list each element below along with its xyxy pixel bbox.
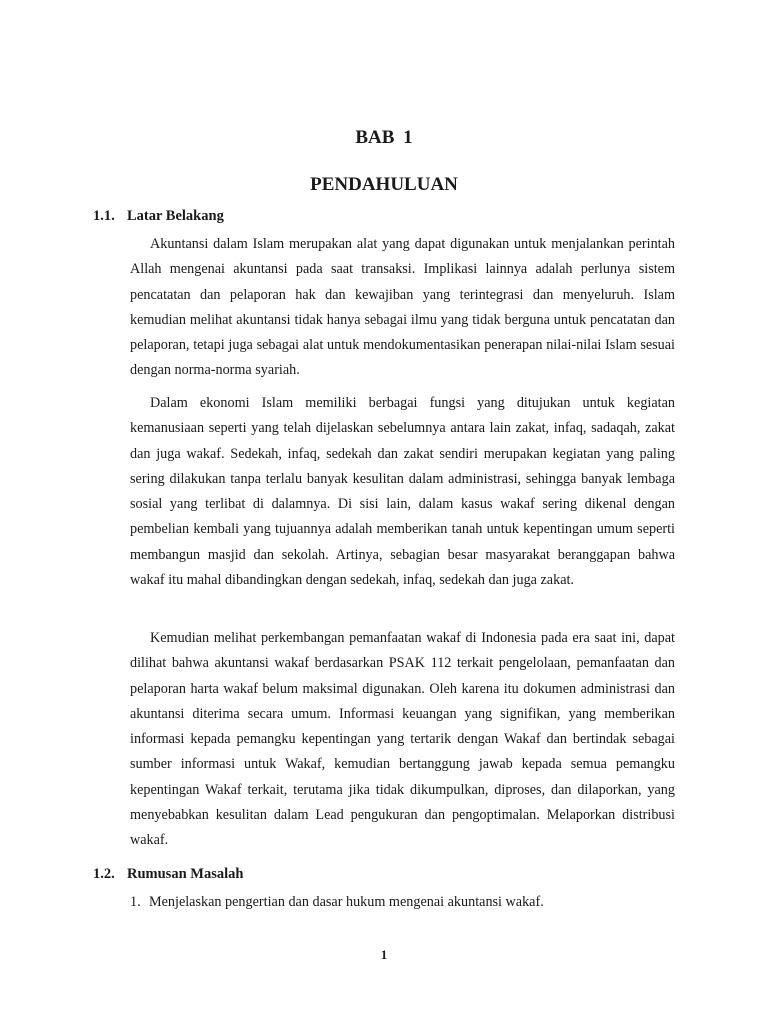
section-title: Latar Belakang	[127, 208, 224, 224]
paragraph: Dalam ekonomi Islam memiliki berbagai fungsi yang ditujukan untuk kegiatan kemanusiaan seperti yang telah dijelaskan sebelumnya antara lain zakat, infaq, sadaqah, zakat dan juga wakaf. Sedekah, infaq, sedekah dan zakat sendiri merupakan kegiatan yang paling sering dilakukan tanpa terlalu banyak kesulitan dalam administrasi, sehingga banyak lembaga sosial yang terlibat di dalamnya. Di sisi lain, dalam kasus wakaf sering dikenal dengan pembelian kembali yang tujuannya adalah memberikan tanah untuk kepentingan umum seperti membangun masjid dan sekolah. Artinya, sebagian besar masyarakat beranggapan bahwa wakaf itu mahal dibandingkan dengan sedekah, infaq, sedekah dan juga zakat.	[130, 395, 675, 589]
section-heading-rumusan-masalah	[93, 866, 243, 883]
paragraph: Akuntansi dalam Islam merupakan alat yang dapat digunakan untuk menjalankan perintah Allah mengenai akuntansi pada saat transaksi. Implikasi lainnya adalah perlunya sistem pencatatan dan pelaporan hak dan kewajiban yang terintegrasi dan menyeluruh. Islam kemudian melihat akuntansi tidak hanya sebagai ilmu yang tidak berguna untuk pencatatan dan pelaporan, tetapi juga sebagai alat untuk mendokumentasikan penerapan nilai-nilai Islam sesuai dengan norma-norma syariah.	[130, 236, 675, 379]
chapter-title: PENDAHULUAN	[310, 174, 458, 195]
problem-list	[130, 890, 544, 915]
section-heading-latar-belakang	[93, 208, 224, 225]
page-number: 1	[380, 947, 388, 962]
list-item-number: 1.	[130, 894, 141, 910]
chapter-number: BAB 1	[355, 127, 413, 148]
paragraph: Kemudian melihat perkembangan pemanfaatan wakaf di Indonesia pada era saat ini, dapat dilihat bahwa akuntansi wakaf berdasarkan PSAK 112 terkait pengelolaan, pemanfaatan dan pelaporan harta wakaf belum maksimal digunakan. Oleh karena itu dokumen administrasi dan akuntansi diterima secara umum. Informasi keuangan yang signifikan, yang memberikan informasi kepada pemangku kepentingan yang tertarik dengan Wakaf dan bertindak sebagai sumber informasi untuk Wakaf, kemudian bertanggung jawab kepada semua pemangku kepentingan Wakaf terkait, terutama jika tidak dikumpulkan, diproses, dan dilaporkan, yang menyebabkan kesulitan dalam Lead pengukuran dan pengoptimalan. Melaporkan distribusi wakaf.	[130, 630, 675, 849]
section-number: 1.1.	[93, 208, 115, 224]
section-number: 1.2.	[93, 866, 115, 882]
list-item-text: Menjelaskan pengertian dan dasar hukum mengenai akuntansi wakaf.	[149, 894, 544, 910]
list-item	[130, 890, 544, 915]
section-title: Rumusan Masalah	[127, 866, 244, 882]
